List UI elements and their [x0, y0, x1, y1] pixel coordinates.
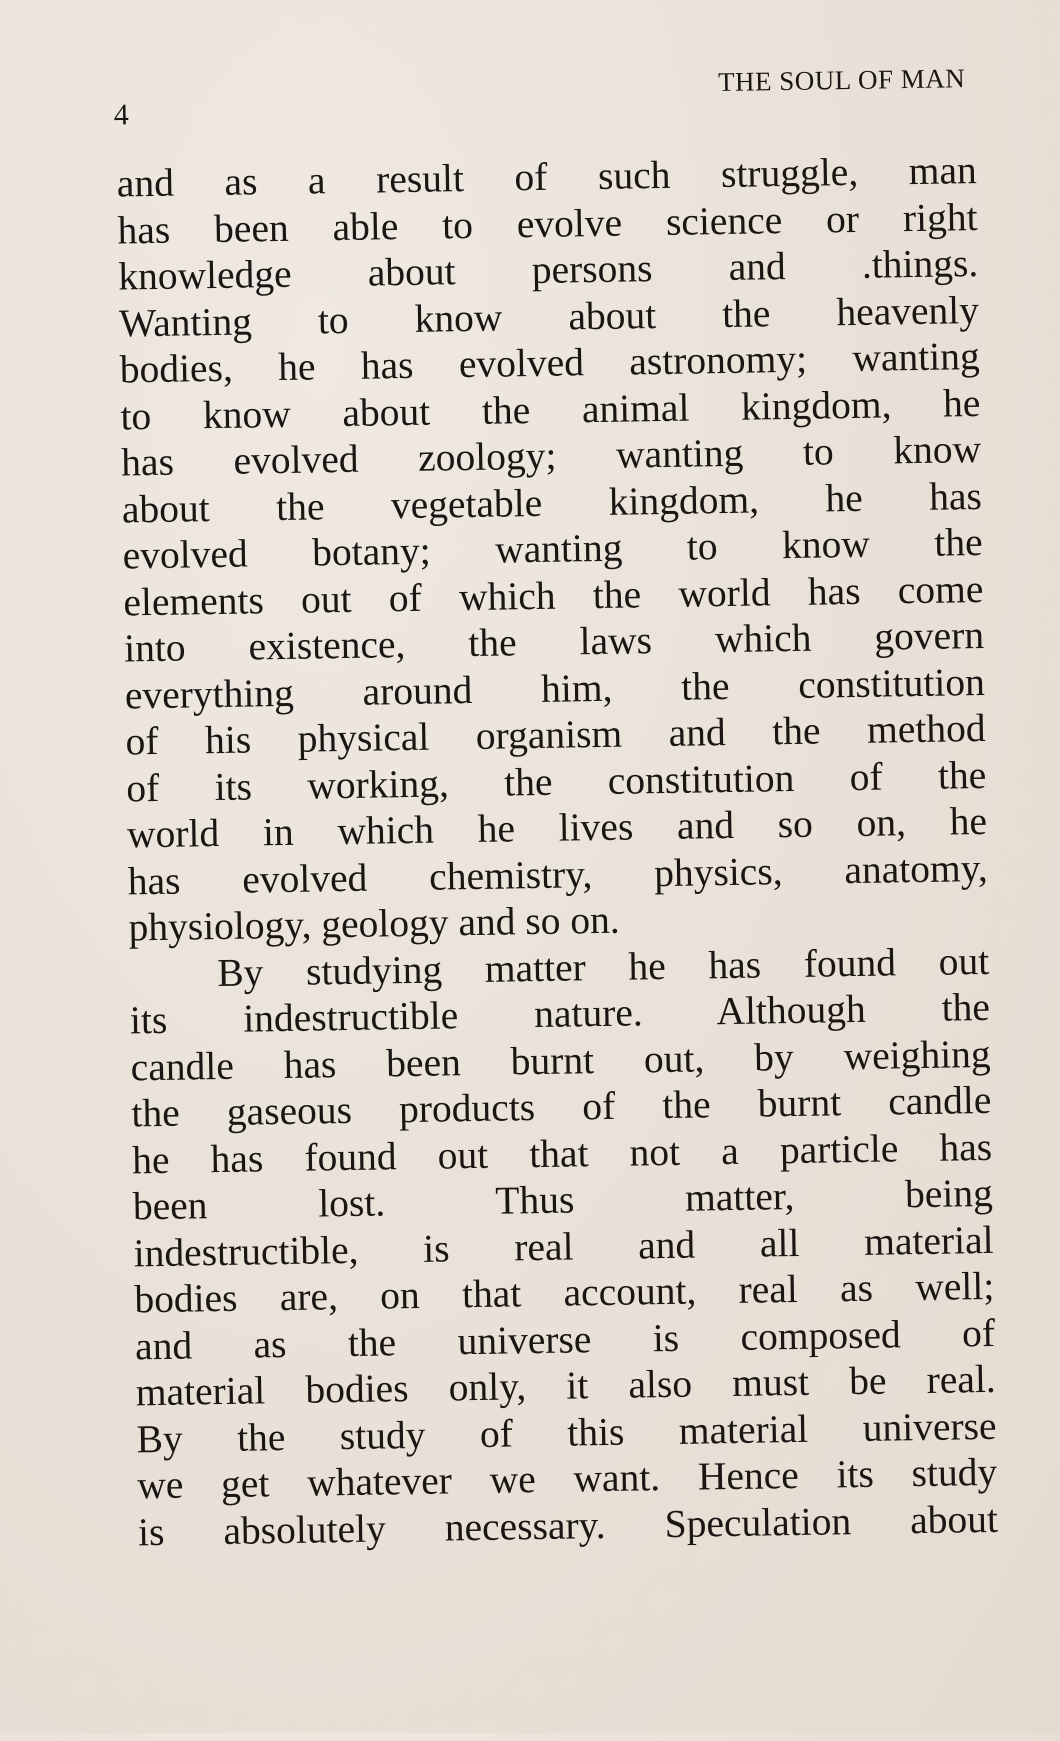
text-line: candle has been burnt out, by weighing — [130, 1031, 991, 1089]
text-line: is absolutely necessary. Speculation about — [137, 1496, 999, 1554]
paragraph — [116, 147, 988, 951]
text-line: been lost. Thus matter, being — [132, 1170, 994, 1229]
text-line: of its working, the constitution of the — [125, 752, 987, 810]
text-line: has evolved chemistry, physics, anatomy, — [127, 845, 989, 903]
text-line: elements out of which the world has come — [123, 566, 984, 624]
text-line: the gaseous products of the burnt candle — [131, 1077, 992, 1136]
body-text — [116, 147, 998, 1555]
page-number: 4 — [113, 98, 130, 132]
text-line: about the vegetable kingdom, he has — [121, 473, 983, 531]
text-line: has evolved zoology; wanting to know — [120, 426, 982, 485]
book-title: THE SOUL OF MAN — [717, 63, 966, 98]
text-line: indestructible, is real and all material — [133, 1217, 994, 1275]
running-head — [113, 59, 966, 132]
text-line: has been able to evolve science or right — [117, 194, 978, 253]
text-line: and as a result of such struggle, man — [116, 148, 978, 206]
text-line: physiology, geology and so on. — [128, 897, 620, 950]
text-line: material bodies only, it also must be real. — [135, 1356, 997, 1415]
text-line: bodies, he has evolved astronomy; wanting — [119, 333, 980, 392]
text-line: to know about the animal kingdom, he — [120, 380, 981, 438]
paragraph — [129, 937, 998, 1555]
text-line: Wanting to know about the heavenly — [118, 287, 980, 345]
text-line: evolved botany; wanting to know the — [122, 519, 983, 578]
text-line: he has found out that not a particle has — [131, 1124, 993, 1182]
text-line: everything around him, the constitution — [124, 659, 986, 717]
text-line: we get whatever we want. Hence its study — [136, 1449, 998, 1508]
text-line: its indestructible nature. Although the — [129, 984, 991, 1043]
text-line: world in which he lives and so on, he — [126, 798, 988, 857]
text-line: of his physical organism and the method — [125, 705, 986, 764]
text-line: bodies are, on that account, real as well; — [134, 1263, 995, 1322]
text-line: By studying matter he has found out — [216, 938, 990, 995]
text-line: By the study of this material universe — [136, 1403, 997, 1461]
text-line: knowledge about persons and .things. — [117, 240, 979, 299]
text-line: and as the universe is composed of — [134, 1310, 996, 1368]
text-line: into existence, the laws which govern — [123, 612, 985, 671]
